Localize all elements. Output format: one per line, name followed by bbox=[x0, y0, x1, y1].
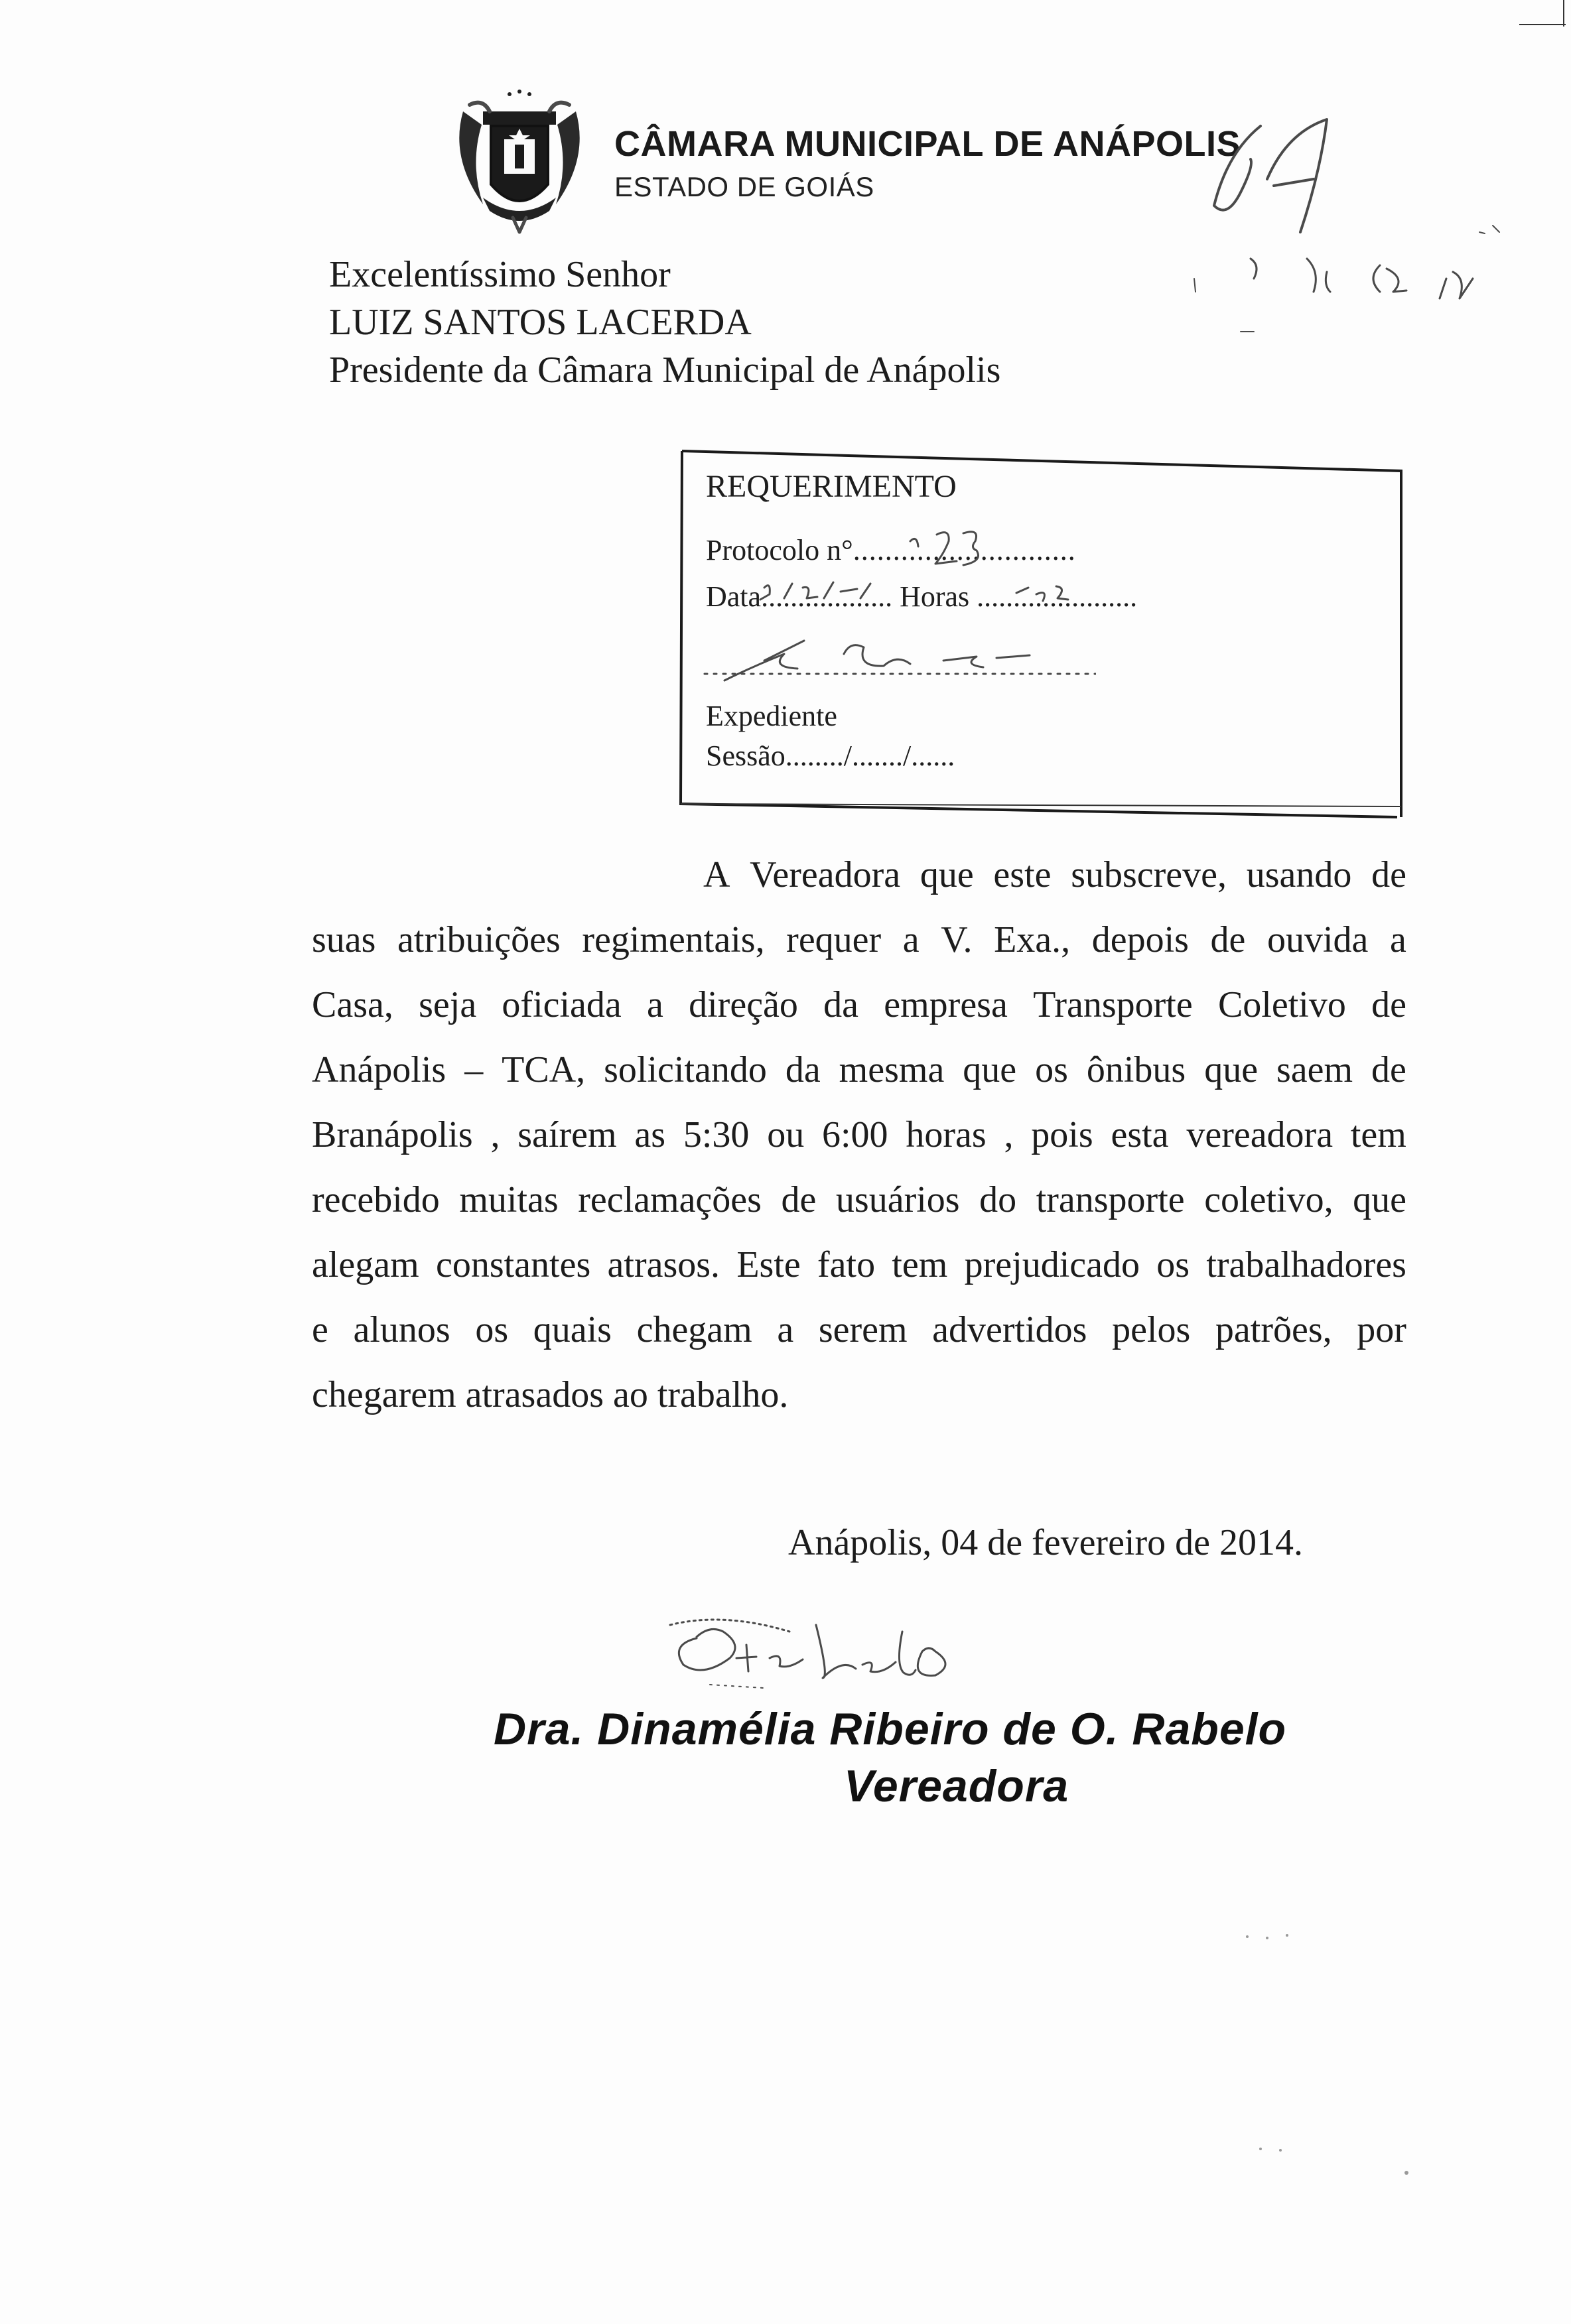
paragraph-word: coletivo, bbox=[1204, 1179, 1333, 1220]
paragraph-word: chegam bbox=[636, 1309, 752, 1350]
paragraph-word: Casa, bbox=[312, 984, 393, 1025]
paragraph-word: que bbox=[1353, 1179, 1406, 1220]
paragraph-word: esta bbox=[1111, 1114, 1169, 1155]
paragraph-word: e bbox=[312, 1309, 328, 1350]
paragraph-word: seja bbox=[419, 984, 477, 1025]
recipient-name: LUIZ SANTOS LACERDA bbox=[329, 302, 752, 343]
paragraph-line bbox=[312, 1232, 1406, 1297]
stamp-heading: REQUERIMENTO bbox=[706, 469, 957, 504]
paragraph-word: empresa bbox=[884, 984, 1008, 1025]
crest-stars bbox=[508, 90, 531, 96]
paragraph-word: prejudicado bbox=[964, 1244, 1140, 1285]
paragraph-word: 6:00 bbox=[822, 1114, 888, 1155]
paragraph-line bbox=[312, 1362, 1406, 1427]
paragraph-word: tem bbox=[1350, 1114, 1406, 1155]
expediente-label: Expediente bbox=[706, 700, 837, 732]
paragraph-word: Coletivo bbox=[1217, 984, 1346, 1025]
paragraph-word: que bbox=[920, 854, 974, 895]
paragraph-word: este bbox=[993, 854, 1052, 895]
paragraph-word: de bbox=[1371, 984, 1406, 1025]
paragraph-word: atrasos. bbox=[607, 1244, 720, 1285]
paragraph-word: advertidos bbox=[932, 1309, 1087, 1350]
sessao-label: Sessão bbox=[706, 740, 786, 772]
paragraph-word: a bbox=[902, 919, 920, 960]
place-and-date: Anápolis, 04 de fevereiro de 2014. bbox=[788, 1522, 1303, 1563]
paragraph-word: Branápolis bbox=[312, 1114, 473, 1155]
paragraph-word: Vereadora bbox=[750, 854, 901, 895]
paragraph-word: alegam bbox=[312, 1244, 419, 1285]
paragraph-word: solicitando bbox=[604, 1049, 767, 1090]
paragraph-word: constantes bbox=[435, 1244, 591, 1285]
data-label: Data bbox=[706, 580, 762, 613]
municipal-crest-icon bbox=[443, 85, 596, 237]
paragraph-word: chegarem atrasados ao trabalho. bbox=[312, 1374, 789, 1415]
paragraph-word: de bbox=[1371, 1049, 1406, 1090]
paragraph-word: os bbox=[475, 1309, 509, 1350]
paragraph-word: requer bbox=[786, 919, 882, 960]
paragraph-word: usando bbox=[1246, 854, 1352, 895]
paragraph-word: pois bbox=[1031, 1114, 1093, 1155]
paragraph-word: trabalhadores bbox=[1206, 1244, 1406, 1285]
paragraph-word: horas bbox=[906, 1114, 987, 1155]
protocolo-handwriting-icon bbox=[897, 515, 1030, 574]
paragraph-word: ouvida bbox=[1266, 919, 1369, 960]
paragraph-word: da bbox=[785, 1049, 821, 1090]
sessao-blank: ......../......./...... bbox=[785, 740, 955, 772]
sessao-row bbox=[706, 739, 955, 773]
paragraph-word: A bbox=[703, 854, 730, 895]
data-horas-handwriting-icon bbox=[751, 574, 1096, 614]
paragraph-word: usuários bbox=[835, 1179, 960, 1220]
scan-edge-mark bbox=[1519, 24, 1566, 25]
paragraph-word: serem bbox=[818, 1309, 908, 1350]
paragraph-word: recebido bbox=[312, 1179, 440, 1220]
scan-specks bbox=[1234, 1923, 1486, 2215]
paragraph-word: suas bbox=[312, 919, 376, 960]
crest-left-branch bbox=[459, 111, 483, 204]
paragraph-word: que bbox=[1204, 1049, 1259, 1090]
paragraph-word: mesma bbox=[839, 1049, 945, 1090]
protocol-stamp bbox=[678, 448, 1402, 820]
paragraph-word: ou bbox=[767, 1114, 805, 1155]
request-paragraph bbox=[312, 842, 1406, 1427]
paragraph-word: Exa., bbox=[994, 919, 1071, 960]
paragraph-word: os bbox=[1035, 1049, 1068, 1090]
paragraph-word: da bbox=[823, 984, 859, 1025]
paragraph-word: atribuições bbox=[397, 919, 561, 960]
protocolo-label: Protocolo n° bbox=[706, 534, 853, 566]
paragraph-word: , bbox=[490, 1114, 500, 1155]
paragraph-word: quais bbox=[533, 1309, 612, 1350]
paragraph-line bbox=[312, 1297, 1406, 1362]
paragraph-word: fato bbox=[817, 1244, 876, 1285]
paragraph-word: transporte bbox=[1036, 1179, 1185, 1220]
signatory-role: Vereadora bbox=[844, 1761, 1069, 1811]
paragraph-line bbox=[312, 1037, 1406, 1102]
paragraph-word: a bbox=[1390, 919, 1406, 960]
paragraph-word: alunos bbox=[353, 1309, 450, 1350]
recipient-salutation: Excelentíssimo Senhor bbox=[329, 254, 671, 295]
paragraph-word: saírem bbox=[517, 1114, 617, 1155]
paragraph-line bbox=[312, 842, 1406, 907]
scan-edge-mark-vertical bbox=[1563, 0, 1564, 27]
paragraph-word: ônibus bbox=[1086, 1049, 1186, 1090]
paragraph-word: Este bbox=[736, 1244, 801, 1285]
paragraph-word: regimentais, bbox=[582, 919, 765, 960]
paragraph-word: os bbox=[1156, 1244, 1190, 1285]
paragraph-word: de bbox=[781, 1179, 817, 1220]
paragraph-word: reclamações bbox=[578, 1179, 762, 1220]
paragraph-word: a bbox=[647, 984, 663, 1025]
paragraph-word: vereadora bbox=[1186, 1114, 1333, 1155]
paragraph-word: tem bbox=[892, 1244, 948, 1285]
paragraph-word: , bbox=[1004, 1114, 1014, 1155]
paragraph-word: as bbox=[634, 1114, 665, 1155]
paragraph-word: V. bbox=[941, 919, 973, 960]
paragraph-word: subscreve, bbox=[1071, 854, 1227, 895]
paragraph-word: direção bbox=[689, 984, 798, 1025]
signature-scribble-icon bbox=[698, 627, 1096, 694]
handwritten-annotation-icon bbox=[1188, 80, 1533, 358]
protocolo-dots: ............................ bbox=[853, 534, 1076, 566]
paragraph-word: Anápolis bbox=[312, 1049, 446, 1090]
signatory-name: Dra. Dinamélia Ribeiro de O. Rabelo bbox=[494, 1704, 1287, 1754]
institution-title: CÂMARA MUNICIPAL DE ANÁPOLIS bbox=[614, 124, 1241, 164]
handwritten-signature-icon bbox=[657, 1605, 1015, 1705]
data-horas-row: Data.................. Horas ...................... bbox=[706, 580, 1138, 613]
paragraph-word: por bbox=[1357, 1309, 1406, 1350]
paragraph-word: a bbox=[777, 1309, 794, 1350]
paragraph-word: Transporte bbox=[1033, 984, 1193, 1025]
paragraph-word: que bbox=[963, 1049, 1017, 1090]
paragraph-word: pelos bbox=[1112, 1309, 1191, 1350]
paragraph-word: saem bbox=[1276, 1049, 1353, 1090]
paragraph-line bbox=[312, 972, 1406, 1037]
paragraph-word: 5:30 bbox=[683, 1114, 750, 1155]
paragraph-word: – bbox=[464, 1049, 484, 1090]
paragraph-word: de bbox=[1210, 919, 1246, 960]
paragraph-line bbox=[312, 1167, 1406, 1232]
crest-right-branch bbox=[556, 111, 580, 204]
paragraph-line bbox=[312, 1102, 1406, 1167]
crest-crown bbox=[483, 111, 556, 125]
paragraph-word: muitas bbox=[459, 1179, 559, 1220]
recipient-title: Presidente da Câmara Municipal de Anápolis bbox=[329, 350, 1001, 391]
paragraph-word: oficiada bbox=[502, 984, 622, 1025]
state-subtitle: ESTADO DE GOIÁS bbox=[614, 171, 874, 202]
horas-label: Horas bbox=[900, 580, 970, 613]
paragraph-word: de bbox=[1371, 854, 1406, 895]
paragraph-word: depois bbox=[1091, 919, 1189, 960]
paragraph-word: patrões, bbox=[1215, 1309, 1332, 1350]
paragraph-word: TCA, bbox=[502, 1049, 586, 1090]
paragraph-line bbox=[312, 907, 1406, 972]
paragraph-word: do bbox=[979, 1179, 1017, 1220]
